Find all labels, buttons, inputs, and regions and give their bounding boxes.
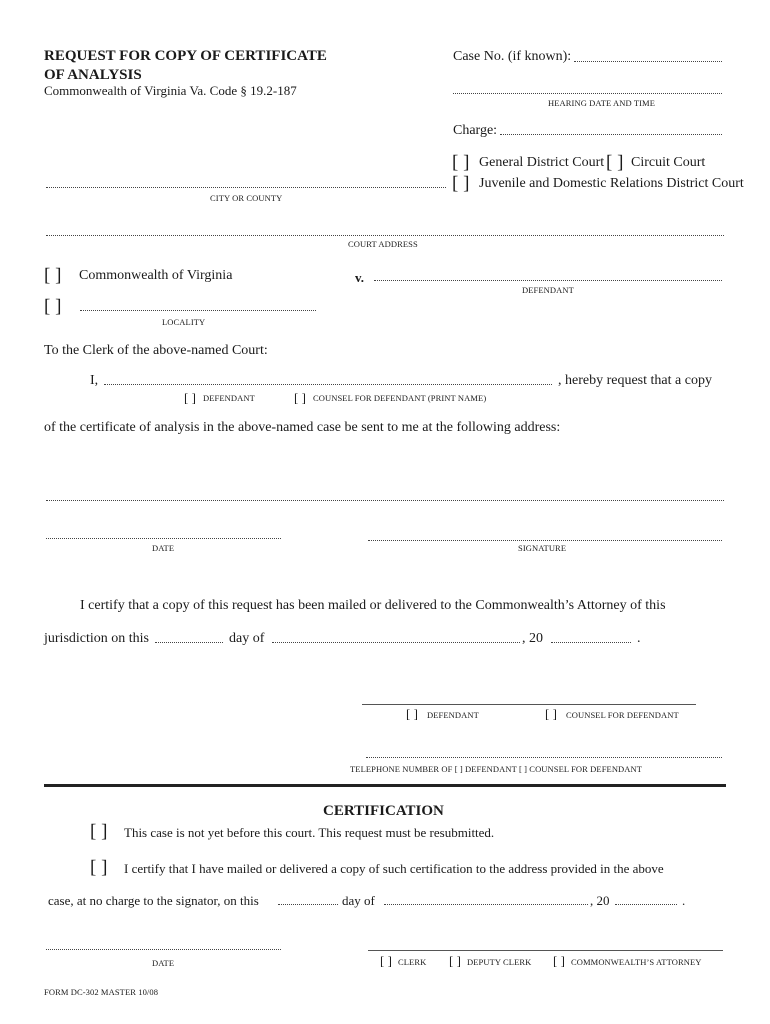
- cert-period: .: [682, 893, 686, 908]
- attorney-checkbox[interactable]: [ ]: [553, 953, 565, 968]
- requester-prefix: I,: [90, 373, 99, 388]
- not-before-court-checkbox[interactable]: [ ]: [90, 821, 108, 842]
- cert-year-field[interactable]: [615, 904, 677, 905]
- requester-name-field[interactable]: [104, 384, 552, 385]
- requester-counsel-checkbox[interactable]: [ ]: [294, 390, 306, 405]
- mailing-address-field[interactable]: [46, 500, 724, 501]
- versus-label: v.: [355, 270, 365, 285]
- locality-field[interactable]: [80, 310, 316, 311]
- juvenile-court-checkbox[interactable]: [ ]: [452, 173, 470, 194]
- general-district-checkbox[interactable]: [ ]: [452, 152, 470, 173]
- case-no-charge-text: case, at no charge to the signator, on this: [48, 893, 259, 908]
- defendant-field[interactable]: [374, 280, 722, 281]
- certificate-sentence: of the certificate of analysis in the above-named case be sent to me at the following address:: [44, 420, 561, 435]
- cert-date-field[interactable]: [46, 949, 281, 950]
- cert-signature-line[interactable]: [368, 950, 723, 951]
- mailing-certify-text: I certify that a copy of this request has been mailed or delivered to the Commonwealth’s Attorney of this: [80, 598, 666, 613]
- circuit-court-checkbox[interactable]: [ ]: [606, 152, 624, 173]
- mailing-counsel-label: COUNSEL FOR DEFENDANT: [566, 710, 679, 720]
- cert-day-of-text: day of: [342, 893, 375, 908]
- mailing-defendant-checkbox[interactable]: [ ]: [406, 706, 418, 721]
- request-date-label: DATE: [152, 543, 175, 553]
- cert-day-field[interactable]: [278, 904, 338, 905]
- city-county-label: CITY OR COUNTY: [210, 193, 283, 203]
- request-signature-label: SIGNATURE: [518, 543, 567, 553]
- court-address-label: COURT ADDRESS: [348, 239, 418, 249]
- not-before-court-text: This case is not yet before this court. This request must be resubmitted.: [124, 825, 495, 840]
- case-number-field[interactable]: [574, 61, 722, 62]
- mailing-day-field[interactable]: [155, 642, 223, 643]
- court-address-field[interactable]: [46, 235, 724, 236]
- form-title-line1: REQUEST FOR COPY OF CERTIFICATE: [44, 48, 327, 64]
- requester-defendant-label: DEFENDANT: [203, 393, 255, 403]
- juvenile-court-label: Juvenile and Domestic Relations District Court: [479, 176, 744, 191]
- locality-checkbox[interactable]: [ ]: [44, 296, 62, 317]
- case-number-label: Case No. (if known):: [453, 49, 572, 64]
- mailing-counsel-checkbox[interactable]: [ ]: [545, 706, 557, 721]
- telephone-label: TELEPHONE NUMBER OF [ ] DEFENDANT [ ] COUNSEL FOR DEFENDANT: [350, 764, 643, 774]
- section-divider: [44, 784, 726, 787]
- certification-heading: CERTIFICATION: [323, 803, 444, 819]
- telephone-field[interactable]: [366, 757, 722, 758]
- hereby-request-text: , hereby request that a copy: [558, 373, 712, 388]
- deputy-clerk-checkbox[interactable]: [ ]: [449, 953, 461, 968]
- hearing-date-label: HEARING DATE AND TIME: [548, 98, 656, 108]
- mailing-signature-line[interactable]: [362, 704, 696, 705]
- clerk-checkbox[interactable]: [ ]: [380, 953, 392, 968]
- jurisdiction-text: jurisdiction on this: [44, 631, 149, 646]
- request-signature-field[interactable]: [368, 540, 722, 541]
- charge-field[interactable]: [500, 134, 722, 135]
- circuit-court-label: Circuit Court: [631, 155, 706, 170]
- mailing-year-prefix: , 20: [522, 631, 543, 646]
- city-county-field[interactable]: [46, 187, 446, 188]
- locality-label: LOCALITY: [162, 317, 206, 327]
- charge-label: Charge:: [453, 123, 498, 138]
- hearing-date-field[interactable]: [453, 93, 722, 94]
- mailed-certification-checkbox[interactable]: [ ]: [90, 857, 108, 878]
- request-date-field[interactable]: [46, 538, 281, 539]
- to-clerk-text: To the Clerk of the above-named Court:: [44, 343, 268, 358]
- deputy-clerk-label: DEPUTY CLERK: [467, 957, 532, 967]
- defendant-label: DEFENDANT: [522, 285, 574, 295]
- mailing-month-field[interactable]: [272, 642, 520, 643]
- cert-year-prefix: , 20: [590, 893, 610, 908]
- form-id: FORM DC-302 MASTER 10/08: [44, 987, 159, 997]
- general-district-label: General District Court: [479, 155, 605, 170]
- commonwealth-checkbox[interactable]: [ ]: [44, 265, 62, 286]
- requester-defendant-checkbox[interactable]: [ ]: [184, 390, 196, 405]
- cert-month-field[interactable]: [384, 904, 588, 905]
- requester-counsel-label: COUNSEL FOR DEFENDANT (PRINT NAME): [313, 393, 487, 403]
- mailing-defendant-label: DEFENDANT: [427, 710, 479, 720]
- mailing-period: .: [637, 631, 641, 646]
- form-title-line2: OF ANALYSIS: [44, 67, 142, 83]
- clerk-label: CLERK: [398, 957, 427, 967]
- mailed-certification-text: I certify that I have mailed or delivered a copy of such certification to the address provided in the above: [124, 861, 664, 876]
- form-subtitle: Commonwealth of Virginia Va. Code § 19.2-187: [44, 83, 297, 98]
- mailing-year-field[interactable]: [551, 642, 631, 643]
- cert-date-label: DATE: [152, 958, 175, 968]
- attorney-label: COMMONWEALTH’S ATTORNEY: [571, 957, 702, 967]
- mailing-day-of-text: day of: [229, 631, 265, 646]
- commonwealth-label: Commonwealth of Virginia: [79, 268, 233, 283]
